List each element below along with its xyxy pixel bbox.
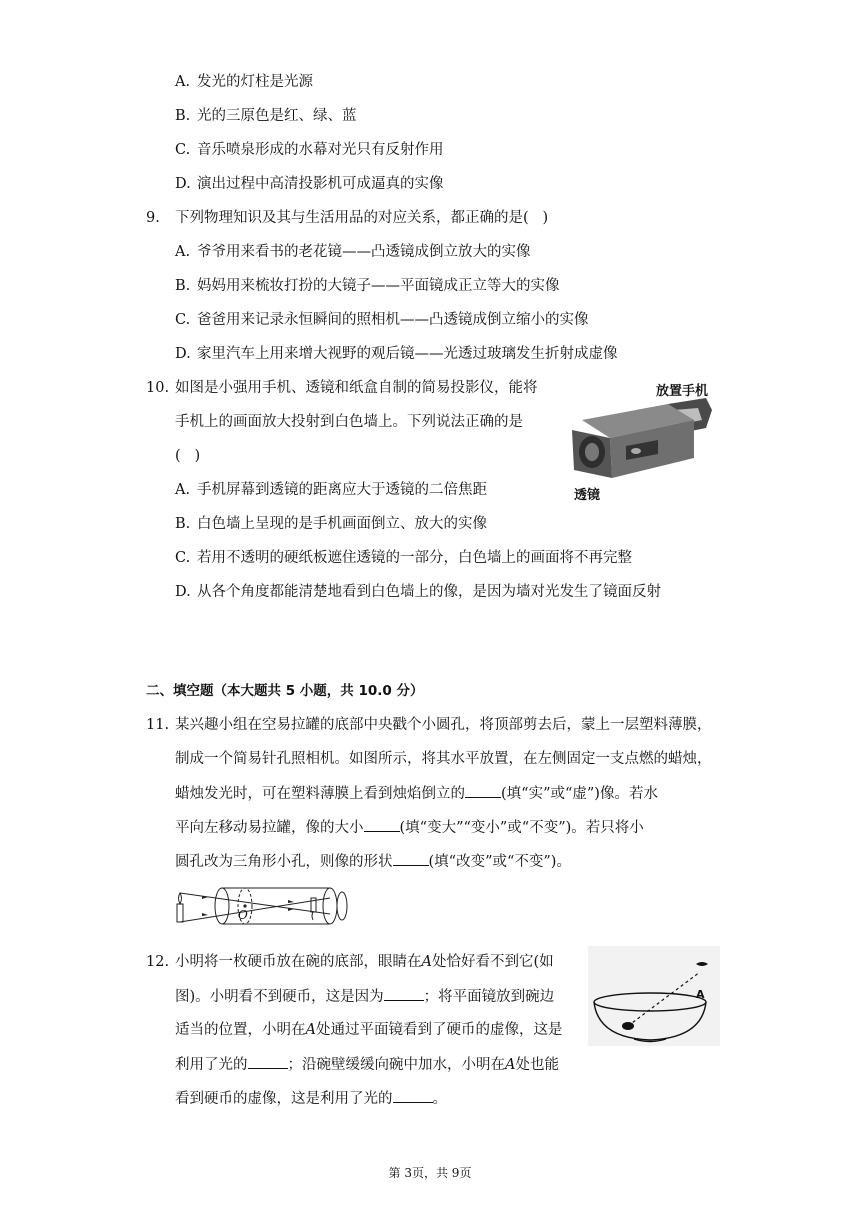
option-letter: C. (175, 312, 191, 328)
q12-text: 图)。小明看不到硬币，这是因为 (175, 989, 384, 1005)
option-text: 家里汽车上用来增大视野的观后镜——光透过玻璃发生折射成虚像 (197, 346, 618, 362)
q12-line (175, 1020, 562, 1040)
option-letter: A. (175, 244, 191, 260)
option-text: 手机屏幕到透镜的距离应大于透镜的二倍焦距 (197, 482, 487, 498)
pinhole-camera-figure (170, 880, 360, 932)
option-text: 爸爸用来记录永恒瞬间的照相机——凸透镜成倒立缩小的实像 (197, 312, 589, 328)
answer-blank[interactable] (384, 986, 424, 1001)
q9-option-a (175, 242, 531, 262)
q11-text: (填“改变”或“不变”)。 (428, 854, 571, 870)
q10-option-b (175, 514, 487, 534)
q8-option-a (175, 72, 313, 92)
phone-label: 放置手机 (656, 384, 709, 399)
option-letter: D. (175, 346, 191, 362)
option-text: 白色墙上呈现的是手机画面倒立、放大的实像 (197, 516, 487, 532)
q10-stem-line: ( ) (175, 448, 201, 464)
eye-point-label: A (696, 988, 705, 1001)
option-letter: C. (175, 142, 191, 158)
q10-number: 10. (146, 380, 170, 396)
q11-line (175, 817, 644, 838)
q12-number: 12. (146, 954, 170, 970)
q12-text: 处也能 (515, 1057, 559, 1073)
answer-blank[interactable] (248, 1054, 288, 1069)
option-text: 妈妈用来梳妆打扮的大镜子——平面镜成正立等大的实像 (197, 278, 560, 294)
option-text: 光的三原色是红、绿、蓝 (197, 108, 357, 124)
q11-text: 平向左移动易拉罐，像的大小 (175, 820, 364, 836)
q9-option-b (175, 276, 560, 296)
q8-option-d (175, 174, 444, 194)
option-text: 从各个角度都能清楚地看到白色墙上的像，是因为墙对光发生了镜面反射 (197, 584, 661, 600)
option-letter: A. (175, 74, 191, 90)
point-label: A (305, 1022, 316, 1038)
q11-number: 11. (146, 717, 170, 733)
point-label: A (505, 1057, 516, 1073)
option-letter: B. (175, 278, 191, 294)
q11-text: 蜡烛发光时，可在塑料薄膜上看到烛焰倒立的 (175, 786, 465, 802)
option-text: 演出过程中高清投影机可成逼真的实像 (197, 176, 444, 192)
q12-text: 利用了光的 (175, 1057, 248, 1073)
q11-line: 制成一个简易针孔照相机。如图所示，将其水平放置，在左侧固定一支点燃的蜡烛， (175, 751, 712, 767)
pinhole-label: O (238, 908, 248, 922)
q9-number: 9. (146, 210, 160, 226)
q12-text: 适当的位置，小明在 (175, 1022, 306, 1038)
q11-text: 圆孔改为三角形小孔，则像的形状 (175, 854, 393, 870)
page-footer: 第 3页，共 9页 (388, 1166, 472, 1180)
answer-blank[interactable] (393, 1088, 433, 1103)
q9-stem: 下列物理知识及其与生活用品的对应关系，都正确的是( ) (175, 210, 549, 226)
option-letter: B. (175, 516, 191, 532)
lens-label: 透镜 (574, 488, 601, 503)
q10-option-c (175, 548, 632, 568)
q12-text: 看到硬币的虚像，这是利用了光的 (175, 1091, 393, 1107)
pinhole-camera-drawing (170, 880, 360, 932)
option-letter: B. (175, 108, 191, 124)
q11-line (175, 783, 658, 804)
option-text: 发光的灯柱是光源 (197, 74, 313, 90)
q11-text: (填“变大”“变小”或“不变”)。若只将小 (399, 820, 644, 836)
q12-text: 小明将一枚硬币放在碗的底部，眼睛在 (175, 954, 422, 970)
point-label: A (421, 954, 432, 970)
option-text: 音乐喷泉形成的水幕对光只有反射作用 (197, 142, 444, 158)
q12-text: 。 (432, 1091, 447, 1107)
q11-line (175, 851, 571, 872)
q11-text: (填“实”或“虚”)像。若水 (501, 786, 658, 802)
q10-option-a (175, 480, 487, 500)
q10-stem-line: 如图是小强用手机、透镜和纸盒自制的简易投影仪，能将 (175, 380, 538, 396)
option-letter: D. (175, 176, 191, 192)
q12-text: ；将平面镜放到碗边 (423, 989, 555, 1005)
q10-stem-line: 手机上的画面放大投射到白色墙上。下列说法正确的是 (175, 414, 523, 430)
q12-text: ；沿碗壁缓缓向碗中加水，小明在 (287, 1057, 505, 1073)
q12-line (175, 952, 554, 972)
option-letter: D. (175, 584, 191, 600)
q9-option-d (175, 344, 618, 364)
answer-blank[interactable] (465, 783, 501, 798)
q12-text: 处恰好看不到它(如 (431, 954, 554, 970)
option-letter: C. (175, 550, 191, 566)
q11-line: 某兴趣小组在空易拉罐的底部中央戳个小圆孔，将顶部剪去后，蒙上一层塑料薄膜， (175, 717, 712, 733)
answer-blank[interactable] (393, 851, 429, 866)
q8-option-b (175, 106, 357, 126)
bowl-figure (588, 946, 720, 1046)
projector-figure (566, 374, 726, 506)
option-text: 若用不透明的硬纸板遮住透镜的一部分，白色墙上的画面将不再完整 (197, 550, 632, 566)
q12-line (175, 1088, 447, 1109)
q10-option-d (175, 582, 661, 602)
q12-line (175, 986, 554, 1007)
q12-line (175, 1054, 559, 1075)
q8-option-c (175, 140, 444, 160)
option-text: 爷爷用来看书的老花镜——凸透镜成倒立放大的实像 (197, 244, 531, 260)
section-heading: 二、填空题（本大题共 5 小题，共 10.0 分） (146, 683, 424, 699)
answer-blank[interactable] (364, 817, 400, 832)
q9-option-c (175, 310, 589, 330)
q12-text: 处通过平面镜看到了硬币的虚像，这是 (315, 1022, 563, 1038)
option-letter: A. (175, 482, 191, 498)
